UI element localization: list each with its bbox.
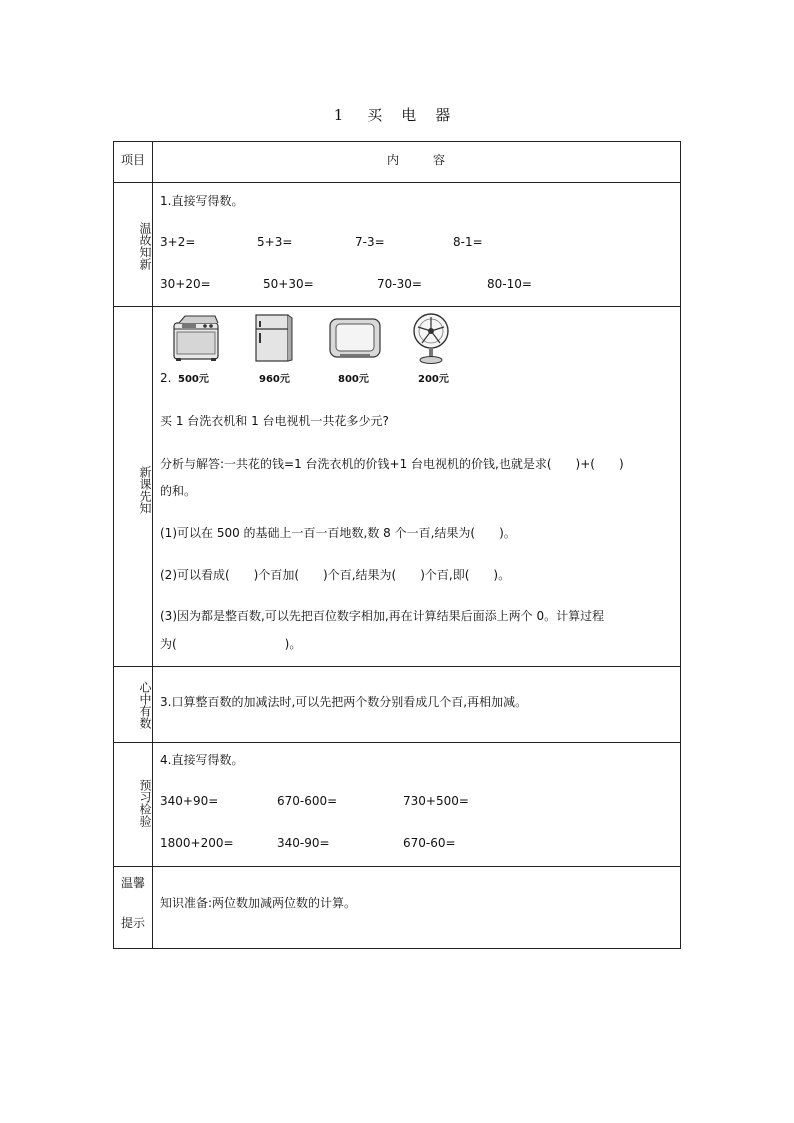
header-content-char: 容 [433, 153, 446, 167]
question-4: 4.直接写得数。 [160, 753, 244, 767]
title-char: 买 [367, 106, 384, 124]
question-2-number: 2. [160, 371, 172, 385]
title-number: 1 [333, 106, 345, 124]
tip-3-text: 3.口算整百数的加减法时,可以先把两个数分别看成几个百,再相加减。 [160, 695, 528, 709]
electric-fan-icon [410, 311, 470, 365]
step-1-text: (1)可以在 500 的基础上一百一百地数,数 8 个一百,结果为( )。 [160, 526, 516, 540]
equation: 80-10= [487, 277, 532, 291]
header-content-char: 内 [386, 153, 399, 167]
equation: 7-3= [355, 235, 385, 249]
equation: 8-1= [453, 235, 483, 249]
analysis-text: 的和。 [160, 484, 197, 498]
analysis-text: 分析与解答:一共花的钱=1 台洗衣机的价钱+1 台电视机的价钱,也就是求( )+( ) [160, 457, 624, 471]
step-3-text: (3)因为都是整百数,可以先把百位数字相加,再在计算结果后面添上两个 0。计算过程 [160, 609, 605, 623]
equation: 50+30= [263, 277, 314, 291]
equation: 340+90= [160, 794, 219, 808]
row-divider [114, 182, 680, 183]
equation: 730+500= [403, 794, 469, 808]
equation: 5+3= [257, 235, 293, 249]
equation: 670-60= [403, 836, 456, 850]
worksheet-table [113, 141, 681, 949]
header-item-label: 项目 [120, 153, 145, 167]
row-divider [114, 666, 680, 667]
price-label: 500元 [178, 374, 209, 385]
equation: 1800+200= [160, 836, 234, 850]
header-content-label [152, 151, 680, 168]
step-2-text: (2)可以看成( )个百加( )个百,结果为( )个百,即( )。 [160, 568, 511, 582]
section-label-tips: 温馨 [120, 876, 145, 890]
title-char: 电 [401, 106, 418, 124]
washing-machine-icon [171, 313, 231, 363]
price-label: 800元 [338, 374, 369, 385]
equation: 70-30= [377, 277, 422, 291]
page-title [0, 104, 794, 125]
equation: 3+2= [160, 235, 196, 249]
question-1: 1.直接写得数。 [160, 194, 244, 208]
step-3-text: 为( )。 [160, 637, 302, 651]
section-label-tips: 提示 [120, 916, 145, 930]
row-divider [114, 866, 680, 867]
row-divider [114, 306, 680, 307]
section-label-preview: 预习检验 [138, 779, 152, 827]
section-label-review: 温故知新 [138, 222, 152, 270]
section-label-new: 新课先知 [138, 466, 152, 514]
row-divider [114, 742, 680, 743]
tips-text: 知识准备:两位数加减两位数的计算。 [160, 896, 357, 910]
refrigerator-icon [251, 313, 311, 363]
column-divider [152, 142, 153, 948]
title-char: 器 [435, 106, 452, 124]
section-label-mind: 心中有数 [138, 681, 152, 729]
television-icon [328, 315, 388, 361]
equation: 340-90= [277, 836, 330, 850]
equation: 670-600= [277, 794, 338, 808]
price-label: 960元 [259, 374, 290, 385]
question-text: 买 1 台洗衣机和 1 台电视机一共花多少元? [160, 414, 389, 428]
equation: 30+20= [160, 277, 211, 291]
price-label: 200元 [418, 374, 449, 385]
